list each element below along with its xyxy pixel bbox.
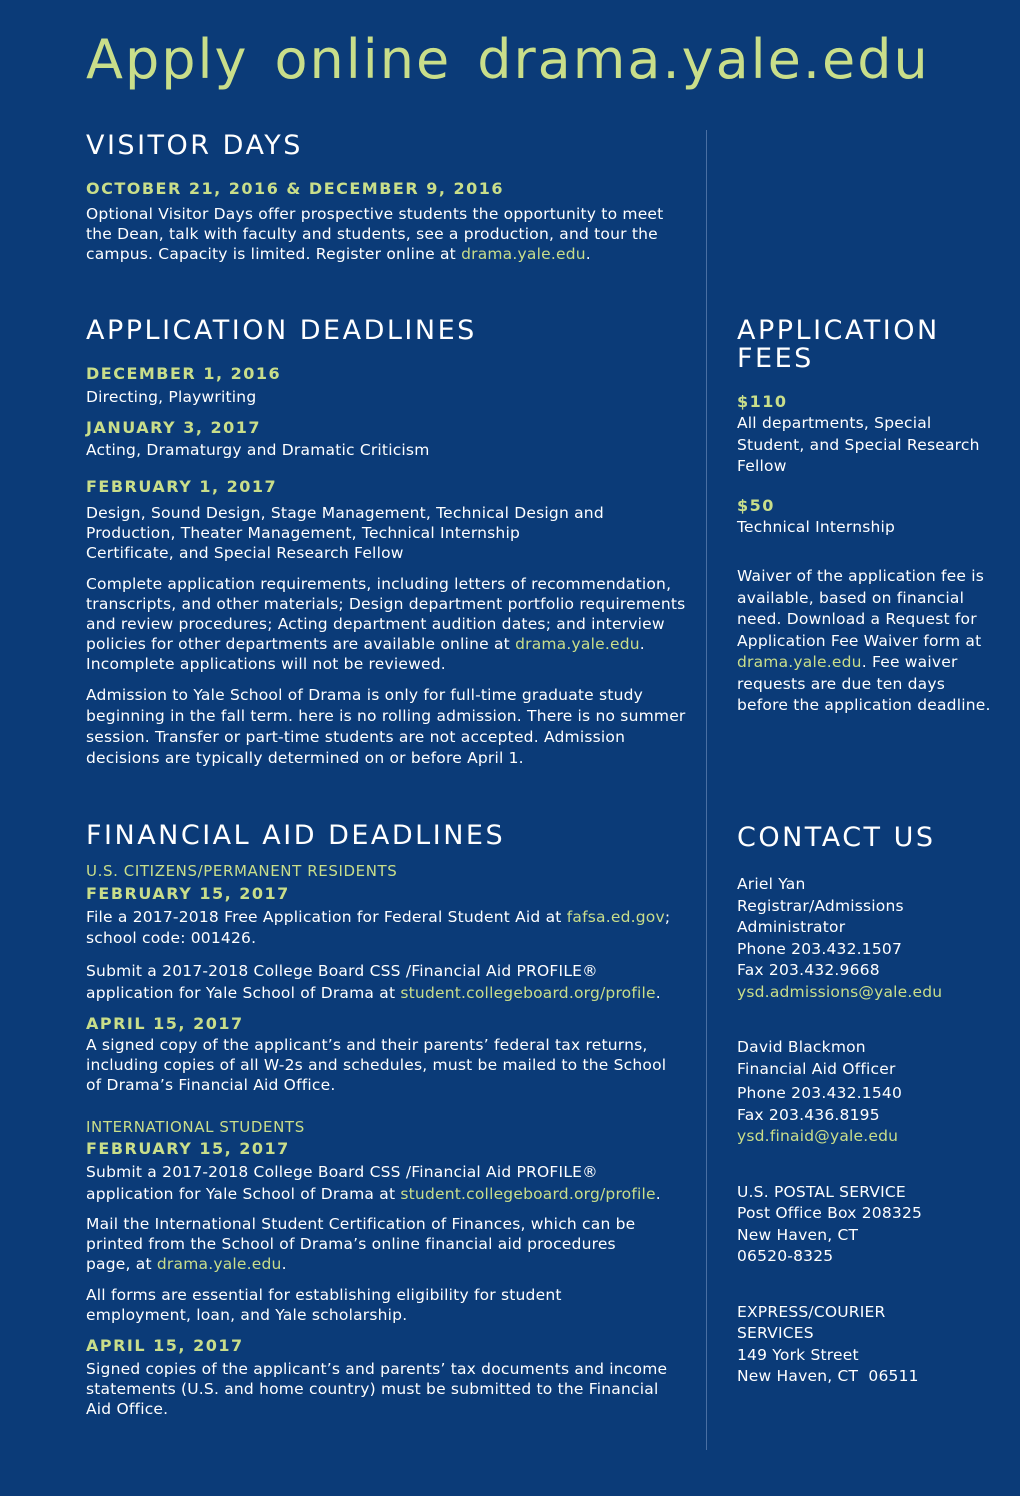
requirements-text: Complete application requirements, including letters of recommendation, transcripts, and other materials; Design department portfolio requirements and review procedures; Acting department audition dates; and interview policies for other departments are available online at drama.yale.edu. Incomplete applications will not be reviewed.	[86, 575, 686, 673]
fee-2-amount: $50	[737, 495, 775, 515]
us-tax-text: A signed copy of the applicant’s and their parents’ federal tax returns, including copies of all W-2s and schedules, must be mailed to the School of Drama’s Financial Aid Office.	[86, 1036, 667, 1094]
express-title-2: SERVICES	[737, 1324, 814, 1342]
visitor-days-text: Optional Visitor Days offer prospective students the opportunity to meet the Dean, talk with faculty and students, see a production, and tour the campus. Capacity is limited. Register online at drama.yale.edu.	[86, 205, 664, 263]
headline-apply: Apply	[86, 28, 249, 91]
postal-address	[737, 1182, 1002, 1268]
intl-mail-link[interactable]: drama.yale.edu	[156, 1255, 282, 1273]
contact-title: CONTACT US	[737, 822, 936, 853]
headline-online: online	[274, 28, 452, 91]
us-css-text: Submit a 2017-2018 College Board CSS /Financial Aid PROFILE® application for Yale School of Drama at student.collegeboard.org/profile.	[86, 962, 661, 1002]
fafsa-link[interactable]: fafsa.ed.gov	[566, 908, 665, 926]
visitor-days-title: VISITOR DAYS	[86, 130, 303, 161]
person-2-fax: Fax 203.436.8195	[737, 1105, 880, 1124]
deadline-text-1: Directing, Playwriting	[86, 388, 257, 406]
financial-aid-section	[86, 822, 686, 1419]
person-1-phone: Phone 203.432.1507	[737, 939, 903, 958]
fee-2-text: Technical Internship	[737, 517, 896, 536]
us-citizens-subtitle: U.S. CITIZENS/PERMANENT RESIDENTS	[86, 862, 398, 880]
express-title-1: EXPRESS/COURIER	[737, 1302, 886, 1321]
express-line-1: 149 York Street	[737, 1345, 859, 1364]
person-2-role: Financial Aid Officer	[737, 1059, 896, 1078]
application-fees-title-1: APPLICATION	[737, 315, 940, 346]
person-2-name: David Blackmon	[737, 1038, 866, 1056]
us-profile-link[interactable]: student.collegeboard.org/profile	[400, 984, 656, 1002]
waiver-link[interactable]: drama.yale.edu	[737, 653, 862, 671]
intl-css-text: Submit a 2017-2018 College Board CSS /Financial Aid PROFILE® application for Yale School of Drama at student.collegeboard.org/profile.	[86, 1163, 661, 1203]
intl-tax-text: Signed copies of the applicant’s and parents’ tax documents and income statements (U.S. and home country) must be submitted to the Financial Aid Office.	[86, 1360, 668, 1418]
deadline-date-1: DECEMBER 1, 2016	[86, 364, 282, 383]
deadline-date-3: FEBRUARY 1, 2017	[86, 477, 278, 496]
requirements-link[interactable]: drama.yale.edu	[515, 635, 640, 653]
deadline-date-2: JANUARY 3, 2017	[86, 418, 262, 437]
person-2-email[interactable]: ysd.finaid@yale.edu	[737, 1127, 899, 1145]
admission-text: Admission to Yale School of Drama is only for full-time graduate study beginning in the fall term. here is no rolling admission. There is no summer session. Transfer or part-time students are not accepted. Admission decisions are typically determined on or before April 1.	[86, 686, 686, 767]
application-deadlines-section	[86, 317, 686, 769]
application-fees-title-2: FEES	[737, 343, 814, 374]
person-1-role-2: Administrator	[737, 918, 846, 936]
express-address	[737, 1302, 1002, 1388]
postal-line-3: 06520-8325	[737, 1247, 834, 1265]
headline-url[interactable]: drama.yale.edu	[477, 28, 930, 91]
postal-title: U.S. POSTAL SERVICE	[737, 1182, 906, 1201]
intl-forms-text: All forms are essential for establishing eligibility for student employment, loan, and Yale scholarship.	[86, 1286, 562, 1324]
column-divider	[706, 130, 707, 1450]
visitor-days-dates: OCTOBER 21, 2016 & DECEMBER 9, 2016	[86, 179, 505, 198]
us-fafsa-text: File a 2017-2018 Free Application for Federal Student Aid at fafsa.ed.gov; school code: 001426.	[86, 908, 671, 947]
person-1-role-1: Registrar/Admissions	[737, 896, 904, 915]
person-2-phone: Phone 203.432.1540	[737, 1084, 903, 1102]
deadline-text-3: Design, Sound Design, Stage Management, Technical Design and Production, Theater Management, Technical Internship Certificate, and Special Research Fellow	[86, 504, 604, 562]
application-fees-section	[737, 317, 1002, 717]
deadline-text-2: Acting, Dramaturgy and Dramatic Criticism	[86, 441, 430, 459]
international-subtitle: INTERNATIONAL STUDENTS	[86, 1118, 305, 1136]
intl-profile-link[interactable]: student.collegeboard.org/profile	[400, 1185, 656, 1203]
fee-1-text: All departments, Special Student, and Special Research Fellow	[737, 414, 980, 475]
person-1-email[interactable]: ysd.admissions@yale.edu	[737, 982, 943, 1001]
express-line-2: New Haven, CT 06511	[737, 1367, 919, 1385]
intl-date-2: APRIL 15, 2017	[86, 1336, 244, 1355]
contact-section	[737, 824, 1002, 1388]
intl-date-1: FEBRUARY 15, 2017	[86, 1139, 290, 1158]
application-deadlines-title: APPLICATION DEADLINES	[86, 315, 477, 346]
financial-aid-title: FINANCIAL AID DEADLINES	[86, 820, 506, 851]
postal-line-2: New Haven, CT	[737, 1225, 859, 1244]
person-1-fax: Fax 203.432.9668	[737, 961, 880, 979]
us-date-1: FEBRUARY 15, 2017	[86, 884, 290, 903]
person-1-name: Ariel Yan	[737, 875, 806, 893]
postal-line-1: Post Office Box 208325	[737, 1204, 923, 1222]
headline	[86, 28, 930, 91]
visitor-days-section	[86, 132, 686, 264]
waiver-text: Waiver of the application fee is available, based on financial need. Download a Request for Application Fee Waiver form at drama.yale.edu. Fee waiver requests are due ten days before the application deadline.	[737, 567, 991, 714]
fee-1-amount: $110	[737, 392, 788, 411]
contact-person-2	[737, 1037, 1002, 1148]
visitor-days-link[interactable]: drama.yale.edu	[461, 245, 586, 263]
intl-mail-text: Mail the International Student Certification of Finances, which can be printed from the School of Drama’s online financial aid procedures page, at drama.yale.edu.	[86, 1215, 636, 1273]
us-date-2: APRIL 15, 2017	[86, 1014, 244, 1033]
contact-person-1	[737, 874, 1002, 1003]
